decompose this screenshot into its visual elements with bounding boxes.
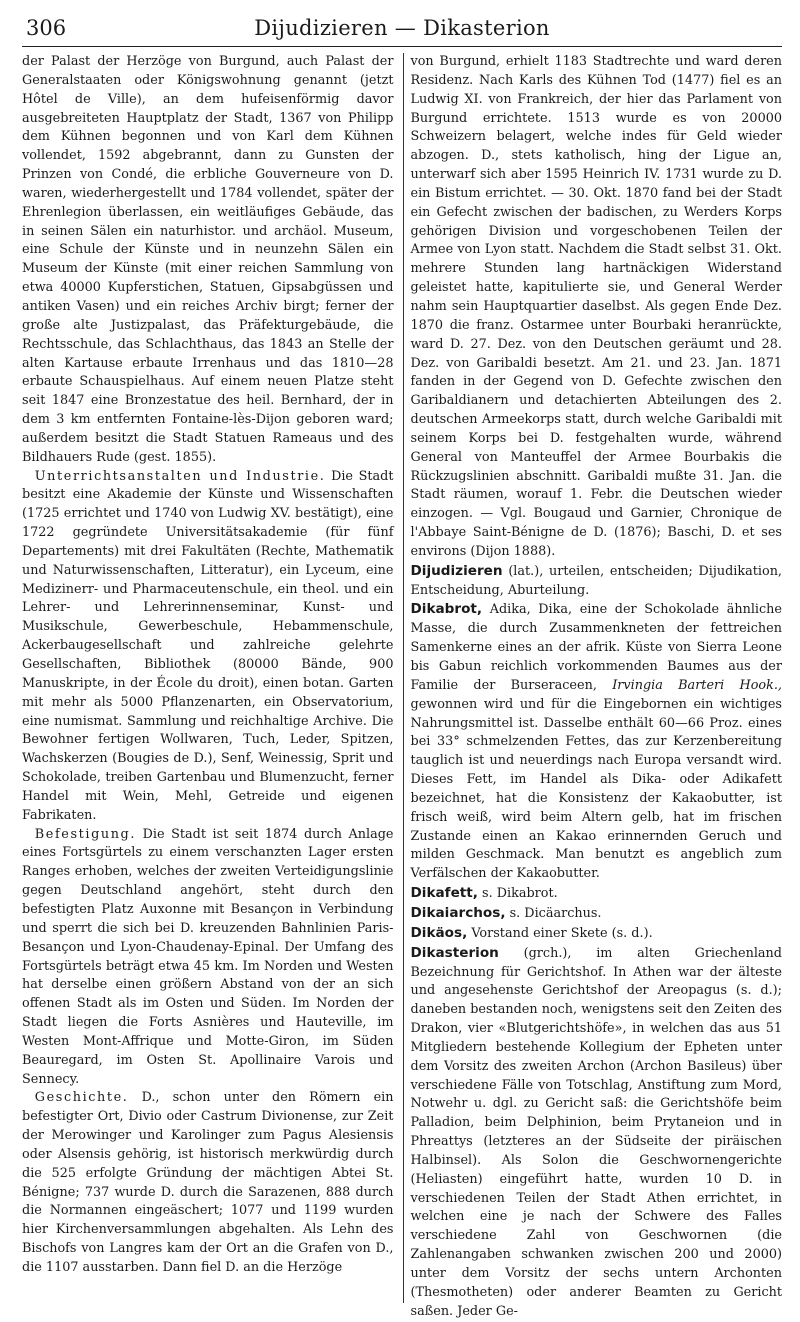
paragraph-education bbox=[22, 468, 394, 826]
column-divider bbox=[403, 53, 404, 1303]
paragraph-history bbox=[22, 1089, 394, 1277]
section-heading-education: Unterrichtsanstalten und Industrie. bbox=[34, 468, 326, 484]
headword-dikasterion: Dikasterion bbox=[410, 944, 499, 961]
entry-dikabrot-text-a: Adika, Dika, eine der Schokolade ähnliche Masse, die durch Zusammenkneten der fettreichen Samenkerne eines an der afrik. Küste von Sierra Leone bis Gabun reichlich vorkommenden Baumes aus der Familie der Burseraceen, bbox=[410, 602, 782, 693]
paragraph-fortification bbox=[22, 826, 394, 1090]
entry-dikasterion bbox=[411, 944, 783, 1322]
paragraph-history-continued bbox=[411, 53, 783, 562]
palace-text: der Palast der Herzöge von Burgund, auch Palast der Generalstaaten oder Königswohnung genannt (jetzt Hôtel de Ville), an dem hufeisenförmig davor ausgebreiteten Hauptplatz der Stadt, 1367 von Philipp dem Kühnen begonnen und von Karl dem Kühnen vollendet, 1592 abgebrannt, dann zu Gunsten der Prinzen von Condé, die erbliche Gouverneure von D. waren, wiederhergestellt und 1784 vollendet, später der Ehrenlegion überlassen, ein weitläufiges Gebäude, das in seinen Sälen ein naturhistor. und archäol. Museum, eine Schule der Künste und in neunzehn Sälen ein Museum der Künste (mit einer reichen Sammlung von etwa 40000 Kupferstichen, Statuen, Gipsabgüssen und antiken Vasen) und ein reiches Archiv birgt; ferner der große alte Justizpalast, das Präfekturgebäude, die Rechtsschule, das Schlachthaus, das 1843 an Stelle der alten Kartause erbaute Irrenhaus und das 1810—28 erbaute Schauspielhaus. Auf einem neuen Platze steht seit 1847 eine Bronzestatue des heil. Bernhard, der in dem 3 km entfernten Fontaine-lès-Dijon geboren ward; außerdem besitzt die Stadt Statuen Rameaus und des Bildhauers Rude (gest. 1855). bbox=[22, 54, 394, 465]
headword-dikafett: Dikafett, bbox=[410, 885, 478, 902]
section-heading-fortification: Befestigung. bbox=[34, 826, 137, 842]
entry-dikasterion-text: (grch.), im alten Griechenland Bezeichnung für Gerichtshof. In Athen war der älteste und angesehenste Gerichtshof der Areopagus (s. d.); daneben bestanden noch, wenigstens seit den Zeiten des Drakon, vier «Blutgerichtshöfe», in welchen das aus 51 Mitgliedern bestehende Kollegium der Epheten unter dem Vorsitz des zweiten Archon (Archon Basileus) über verschiedene Fälle von Totschlag, Anstiftung zum Mord, Notwehr u. dgl. zu Gericht saß: die Gerichtshöfe beim Palladion, beim Delphinion, beim Prytaneion und in Phreattys (letzteres an der Südseite der piräischen Halbinsel). Als Solon die Geschwornengerichte (Heliasten) eingeführt hatte, wurden 10 D. in verschiedenen Teilen der Stadt Athen errichtet, in welchen eine je nach der Schwere des Falles verschiedene Zahl von Geschwornen (die Zahlenangaben schwanken zwischen 200 und 2000) unter dem Vorsitz der sechs untern Archonten (Thesmotheten) oder anderer Beamten zu Gericht saßen. Jeder Ge- bbox=[410, 945, 782, 1319]
headword-dikaos: Dikäos, bbox=[410, 924, 468, 941]
entry-dijudizieren bbox=[411, 562, 783, 601]
entry-dikafett-text: s. Dikabrot. bbox=[482, 886, 558, 902]
entry-dikafett bbox=[411, 884, 783, 904]
entry-dikaiarchos-text: s. Dicäarchus. bbox=[509, 905, 602, 921]
headword-dijudizieren: Dijudizieren bbox=[410, 562, 503, 579]
entry-dikabrot-text-b: gewonnen wird und für die Eingebornen ein wichtiges Nahrungsmittel ist. Dasselbe enthält 60—66 Proz. eines bei 33° schmelzenden Fettes, das zur Kerzenbereitung tauglich ist und neuerdings nach Europa versandt wird. Dieses Fett, im Handel als Dika- oder Adikafett bezeichnet, hat die Konsistenz der Kakaobutter, ist frisch weiß, wird beim Altern gelb, hat im frischen Zustande einen an Kakao erinnernden Geruch und milden Geschmack. Man benutzt es angeblich zum Verfälschen der Kakaobutter. bbox=[410, 696, 782, 882]
paragraph-palace bbox=[22, 53, 394, 468]
education-text: Die Stadt besitzt eine Akademie der Künste und Wissenschaften (1725 errichtet und 1740 von Ludwig XV. bestätigt), eine 1722 gegründete Universitätsakademie (für fünf Departements) mit drei Fakultäten (Rechte, Mathematik und Naturwissenschaften, Litteratur), ein Lyceum, eine Medizinerr- und Pharmaceutenschule, ein theol. und ein Lehrer- und Lehrerinnenseminar, Kunst- und Musikschule, Gewerbeschule, Hebammenschule, Ackerbaugesellschaft und zahlreiche gelehrte Gesellschaften, Bibliothek (80000 Bände, 900 Manuskripte, in der École du droit), einen botan. Garten mit mehr als 5000 Pflanzenarten, ein Observatorium, eine numismat. Sammlung und reichhaltige Archive. Die Bewohner fertigen Wollwaren, Tuch, Leder, Spitzen, Wachskerzen (Bougies de D.), Senf, Weinessig, Sprit und Schokolade, treiben Gartenbau und Blumenzucht, ferner Handel mit Wein, Mehl, Getreide und eigenen Fabrikaten. bbox=[22, 468, 394, 823]
fortification-text: Die Stadt ist seit 1874 durch Anlage eines Fortsgürtels zu einem verschanzten Lager ersten Ranges erhoben, welches der zweiten Verteidigungslinie gegen Deutschland angehört, steht durch den befestigten Platz Auxonne mit Besançon in Verbindung und sperrt die sich bei D. kreuzenden Bahnlinien Paris-Besançon und Lyon-Chaudenay-Epinal. Der Umfang des Fortsgürtels beträgt etwa 45 km. Im Norden und Westen hat derselbe einen größern Abstand von der an sich offenen Stadt als im Osten und Süden. Im Norden der Stadt liegen die Forts Asnières und Hauteville, im Westen Mont-Affrique und Motte-Giron, im Süden Beauregard, im Osten St. Apollinaire Varois und Sennecy. bbox=[22, 826, 394, 1087]
text-columns bbox=[22, 53, 782, 1322]
entry-dikabrot-scientific-name: Irvingia Barteri Hook., bbox=[612, 677, 782, 693]
left-column bbox=[22, 53, 394, 1322]
page-number: 306 bbox=[26, 16, 67, 40]
entry-dikaiarchos bbox=[411, 904, 783, 924]
history-text: D., schon unter den Römern ein befestigter Ort, Divio oder Castrum Divionense, zur Zeit der Merowinger und Karolinger zum Pagus Alesiensis oder Alsensis gehörig, ist historisch merkwürdig durch die 525 erfolgte Gründung der mächtigen Abtei St. Bénigne; 737 wurde D. durch die Sarazenen, 888 durch die Normannen eingeäschert; 1077 und 1199 wurden hier Kirchenversammlungen abgehalten. Als Lehn des Bischofs von Langres kam der Ort an die Grafen von D., die 1107 ausstarben. Dann fiel D. an die Herzöge bbox=[22, 1090, 394, 1275]
entry-dikaos-text: Vorstand einer Skete (s. d.). bbox=[471, 925, 653, 941]
headword-dikaiarchos: Dikaiarchos, bbox=[410, 904, 506, 921]
headword-dikabrot: Dikabrot, bbox=[410, 601, 483, 618]
page-header bbox=[22, 8, 782, 47]
right-column bbox=[411, 53, 783, 1322]
section-heading-history: Geschichte. bbox=[34, 1090, 129, 1106]
running-title: Dijudizieren — Dikasterion bbox=[254, 16, 550, 40]
entry-dikaos bbox=[411, 924, 783, 944]
history-continued-text: von Burgund, erhielt 1183 Stadtrechte und ward deren Residenz. Nach Karls des Kühnen Tod (1477) fiel es an Ludwig XI. von Frankreich, der hier das Parlament von Burgund errichtete. 1513 wurde es von 20000 Schweizern belagert, welche indes für Geld wieder abzogen. D., stets katholisch, hing der Ligue an, unterwarf sich aber 1595 Heinrich IV. 1731 wurde zu D. ein Bistum errichtet. — 30. Okt. 1870 fand bei der Stadt ein Gefecht zwischen der badischen, zu Werders Korps gehörigen Division und vorgeschobenen Teilen der Armee von Lyon statt. Nachdem die Stadt selbst 31. Okt. mehrere Stunden lang hartnäckigen Widerstand geleistet hatte, kapitulierte sie, und General Werder nahm sein Hauptquartier daselbst. Als gegen Ende Dez. 1870 die franz. Ostarmee unter Bourbaki heranrückte, ward D. 27. Dez. von den Deutschen geräumt und 28. Dez. von Garibaldi besetzt. Am 21. und 23. Jan. 1871 fanden in der Gegend von D. Gefechte zwischen den Garibaldianern und detachierten Abteilungen des 2. deutschen Armeekorps statt, durch welche Garibaldi mit seinem Korps bei D. festgehalten wurde, während General von Manteuffel der Armee Bourbakis die Rückzugslinien abschnitt. Garibaldi mußte 31. Jan. die Stadt räumen, worauf 1. Febr. die Deutschen wieder einzogen. — Vgl. Bougaud und Garnier, Chronique de l'Abbaye Saint-Bénigne de D. (1876); Baschi, D. et ses environs (Dijon 1888). bbox=[410, 54, 782, 559]
entry-dikabrot bbox=[411, 600, 783, 884]
entry-dijudizieren-text: (lat.), urteilen, entscheiden; Dijudikation, Entscheidung, Aburteilung. bbox=[410, 563, 782, 598]
